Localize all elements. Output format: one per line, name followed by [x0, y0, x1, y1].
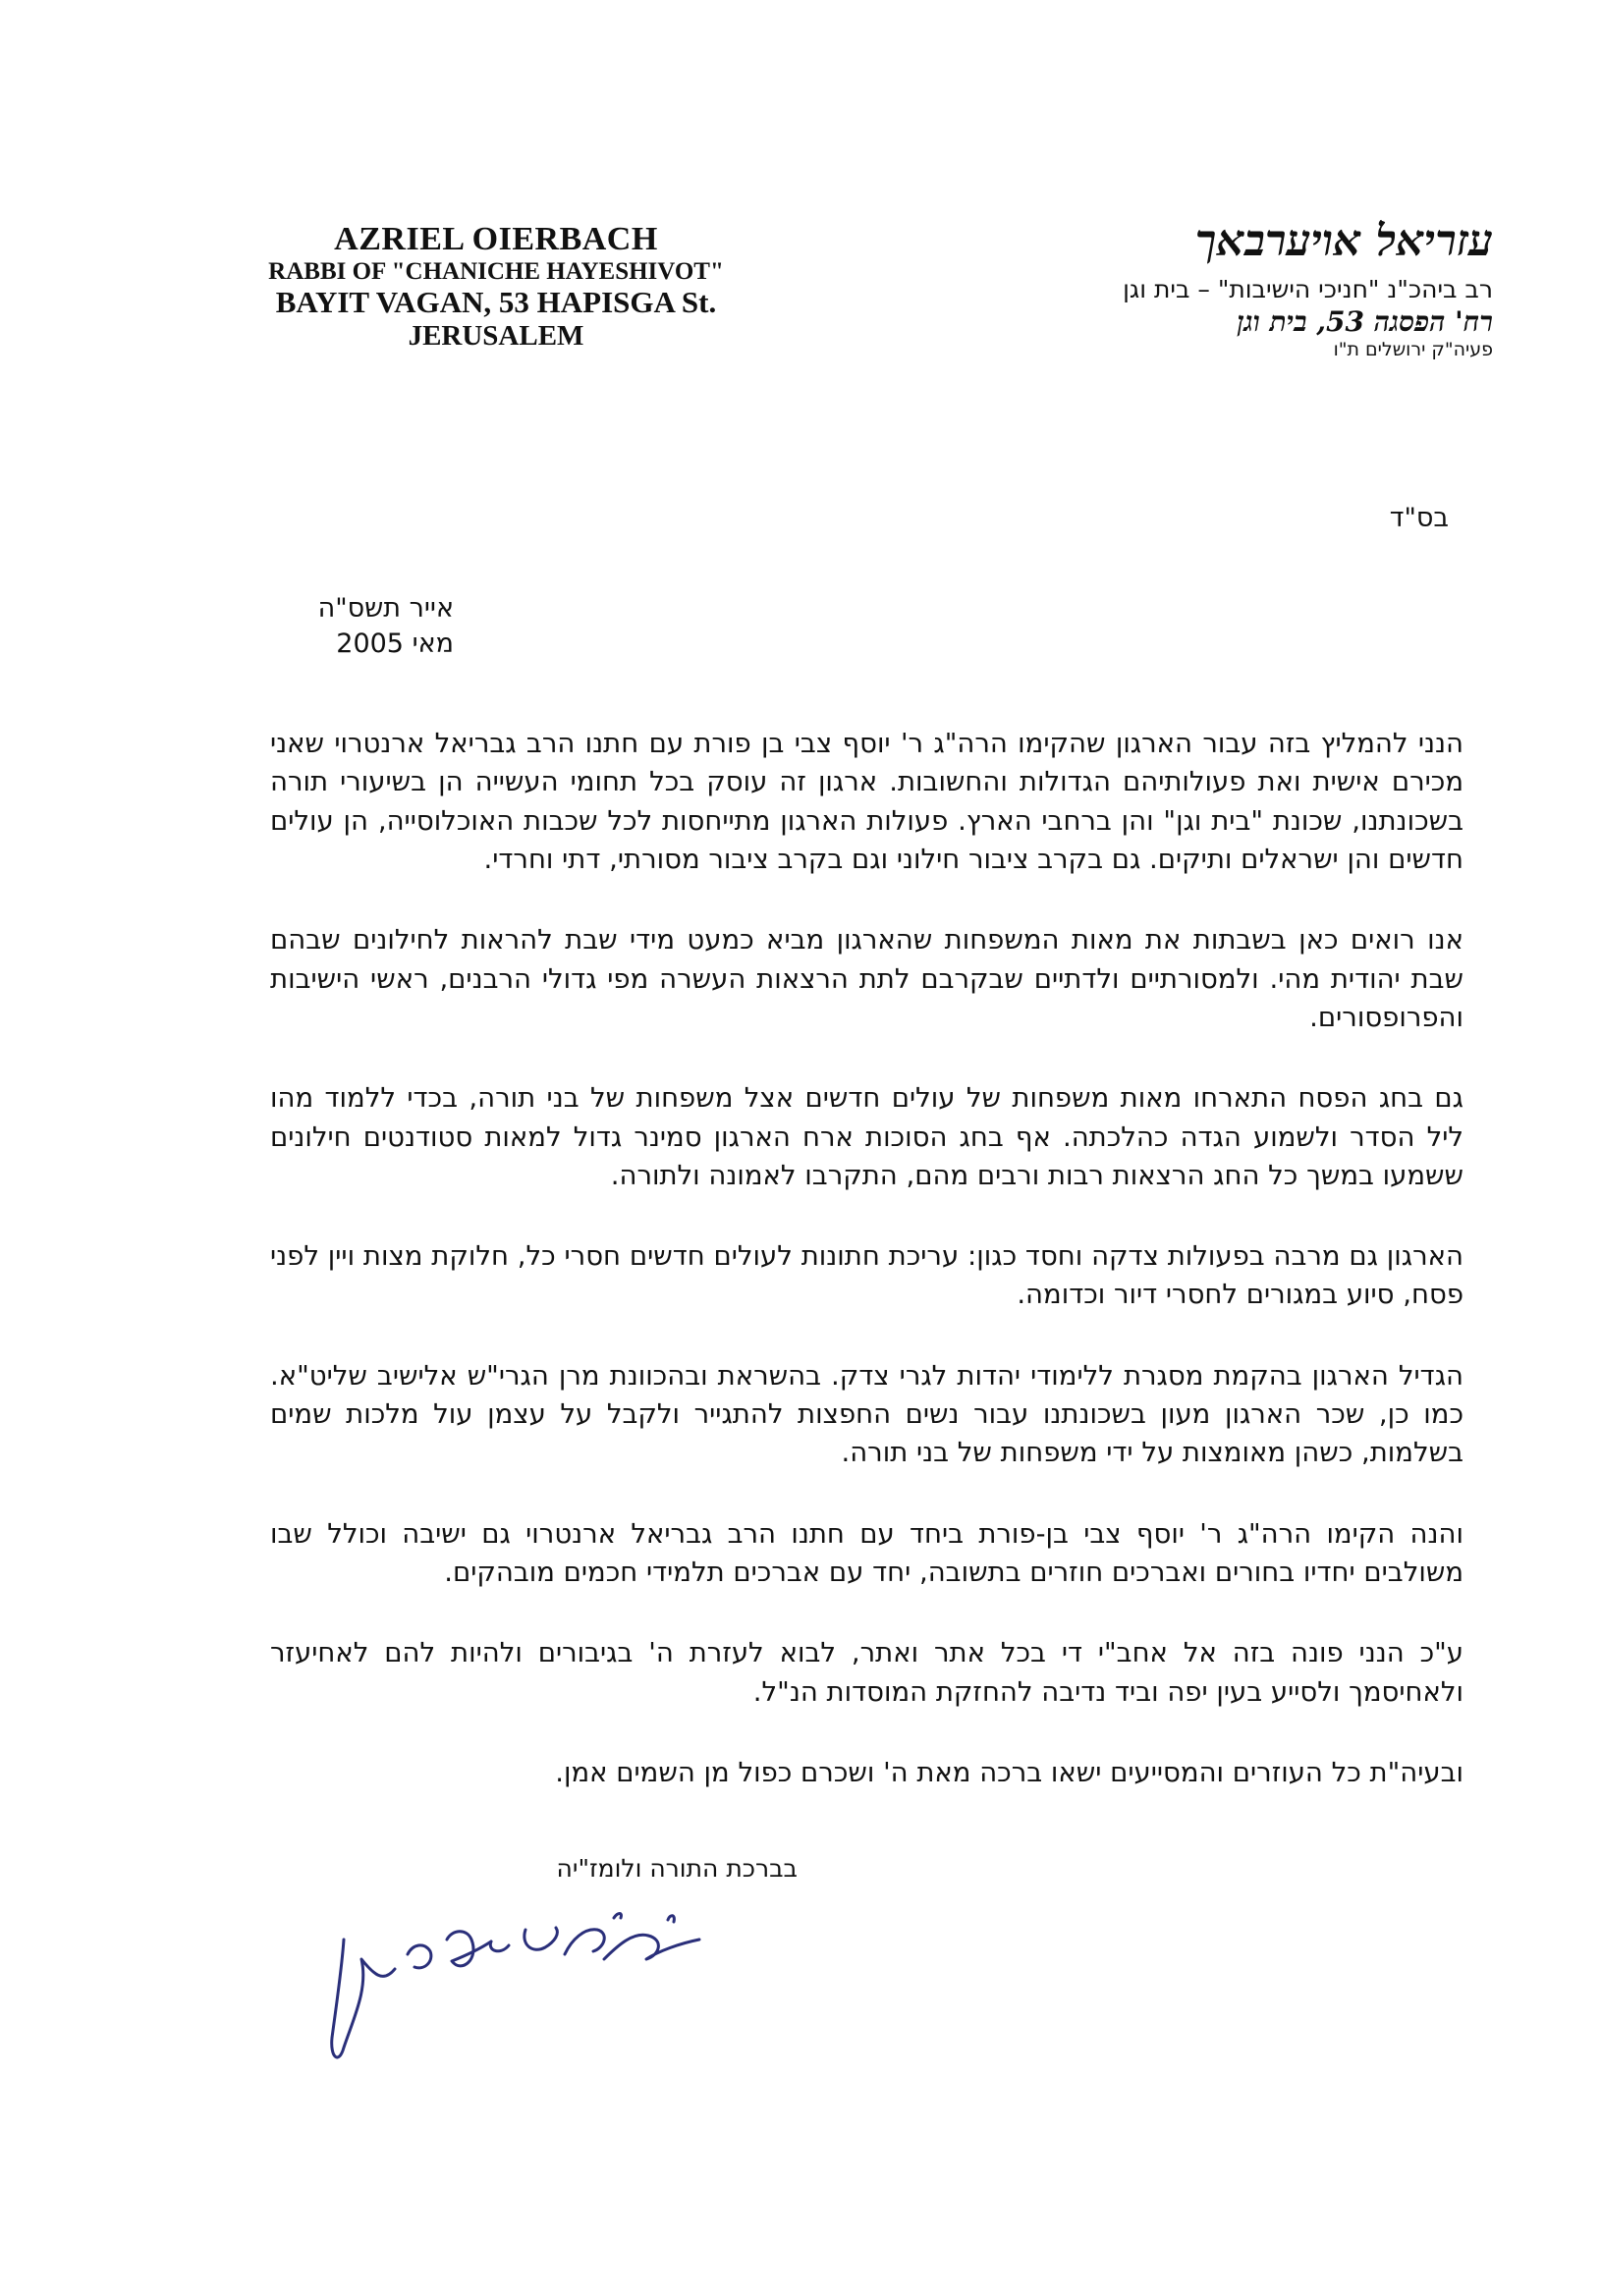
letter-date	[318, 591, 454, 662]
letterhead-english-title: RABBI OF "CHANICHE HAYESHIVOT"	[268, 258, 724, 286]
letterhead-hebrew-title: רב ביהכ"נ "חניכי הישיבות" – בית וגן	[1123, 275, 1493, 303]
bsd-header: בס"ד	[1389, 503, 1449, 533]
closing-blessing: בברכת התורה ולומז"יה	[556, 1854, 798, 1883]
letterhead-hebrew	[904, 214, 1493, 362]
body-paragraph: ע"כ הנני פונה בזה אל אחב"י די בכל אתר ואתר, לבוא לעזרת ה' בגיבורים ולהיות להם לאחיעזר ולאחיסמך ולסייע בעין יפה וביד נדיבה להחזקת המוסדות הנ"ל.	[270, 1637, 1463, 1708]
letterhead-hebrew-address: רח' הפסגה 53, בית וגן	[1237, 305, 1493, 339]
letterhead-english-address: BAYIT VAGAN, 53 HAPISGA St.	[275, 285, 717, 320]
letterhead-hebrew-city: פעיה"ק ירושלים ת"ו	[1333, 339, 1493, 361]
body-paragraph: הגדיל הארגון בהקמת מסגרת ללימודי יהדות לגרי צדק. בהשראת ובהכוונת מרן הגרי"ש אלישיב שליט"א. כמו כן, שכר הארגון מעון בשכונתנו עבור נשים החפצות להתגייר ולקבל על עצמן עול מלכות שמים בשלמות, כשהן מאומצות על ידי משפחות של בני תורה.	[270, 1359, 1463, 1469]
body-paragraph: אנו רואים כאן בשבתות את מאות המשפחות שהארגון מביא כמעט מידי שבת להראות לחילונים שבהם שבת יהודית מהי. ולמסורתיים ולדתיים שבקרבם לתת הרצאות העשרה מפי גדולי הרבנים, ראשי הישיבות והפרופסורים.	[270, 924, 1463, 1033]
body-paragraph: הנני להמליץ בזה עבור הארגון שהקימו הרה"ג ר' יוסף צבי בן פורת עם חתנו הרב גבריאל ארנטרוי שאני מכירם אישית ואת פעולותיהם הגדולות והחשובות. ארגון זה עוסק בכל תחומי העשייה הן בשיעורי תורה בשכונתנו, שכונת "בית וגן" והן ברחבי הארץ. פעולות הארגון מתייחסות לכל שכבות האוכלוסייה, הן עולים חדשים והן ישראלים ותיקים. גם בקרב ציבור חילוני וגם בקרב ציבור מסורתי, דתי וחרדי.	[270, 728, 1463, 875]
date-hebrew: אייר תשס"ה	[317, 593, 454, 624]
letterhead-english-city: JERUSALEM	[408, 319, 584, 352]
letterhead-english-name: AZRIEL OIERBACH	[334, 221, 658, 257]
body-paragraph: הארגון גם מרבה בפעולות צדקה וחסד כגון: עריכת חתונות לעולים חדשים חסרי כל, חלוקת מצות ויין לפני פסח, סיוע במגורים לחסרי דיור וכדומה.	[270, 1240, 1463, 1311]
body-paragraph: גם בחג הפסח התארחו מאות משפחות של עולים חדשים אצל משפחות של בני תורה, בכדי ללמוד מהו ליל הסדר ולשמוע הגדה כהלכתה. אף בחג הסוכות ארח הארגון סמינר גדול למאות סטודנטים חילונים ששמעו במשך כל החג הרצאות רבות ורבים מהם, התקרבו לאמונה ולתורה.	[270, 1082, 1463, 1191]
body-paragraph: ובעיה"ת כל העוזרים והמסייעים ישאו ברכה מאת ה' ושכרם כפול מן השמים אמן.	[555, 1756, 1463, 1788]
letterhead-english	[236, 221, 756, 352]
letterhead-hebrew-name: עזריאל אויערבאך	[1194, 216, 1493, 266]
handwritten-signature	[314, 1900, 727, 2087]
body-paragraph: והנה הקימו הרה"ג ר' יוסף צבי בן-פורת ביחד עם חתנו הרב גבריאל ארנטרוי גם ישיבה וכולל שבו משולבים יחדיו בחורים ואברכים חוזרים בתשובה, יחד עם אברכים תלמידי חכמים מובהקים.	[270, 1517, 1463, 1588]
date-gregorian: מאי 2005	[336, 628, 454, 659]
letter-body	[270, 725, 1463, 1834]
